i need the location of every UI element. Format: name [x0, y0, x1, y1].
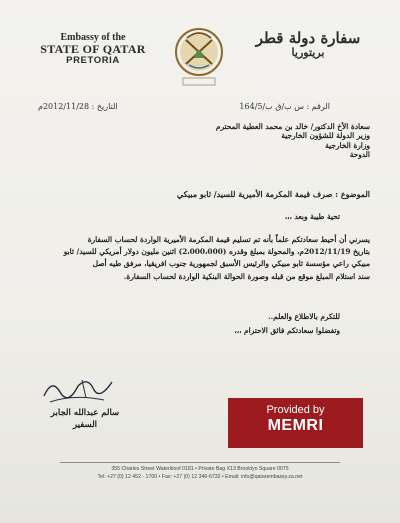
greeting: تحية طيبة وبعد ،،،: [284, 212, 340, 221]
letterhead-en-line1: Embassy of the: [60, 32, 126, 43]
main-paragraph: [30, 234, 370, 283]
paragraph-line: يسرني أن أحيط سعادتكم علماً بأنه تم تسليم قيمة المكرمة الأميرية الواردة لحساب السفارة: [87, 235, 370, 244]
addressee-line: سعادة الأخ الدكتور/ خالد بن محمد العطية المحترم: [215, 122, 370, 131]
letterhead-english: [18, 32, 168, 67]
watermark-line1: Provided by: [266, 404, 325, 416]
footer-divider: [60, 462, 340, 463]
addressee-line: وزارة الخارجية: [325, 140, 370, 150]
ambassador-name: سالم عبدالله الجابر: [50, 408, 120, 418]
subject-line: الموضوع : صرف قيمة المكرمة الأميرية للسيد/ ثابو مبيكي: [176, 189, 370, 199]
paragraph-line: بتاريخ 2012/11/19م، والمحولة بمبلغ وقدره (2،000،000) اثنين مليون دولار أمريكي للسيد/ ثابو: [63, 247, 370, 257]
addressee-line: الدوحة: [349, 149, 370, 159]
letterhead-en-line3: PRETORIA: [66, 55, 120, 67]
letterhead-arabic: [238, 30, 378, 60]
qatar-emblem-icon: [170, 24, 228, 88]
closing-line-1: للتكرم بالاطلاع والعلم..: [268, 312, 340, 321]
letterhead-en-line2: STATE OF QATAR: [40, 42, 146, 56]
ambassador-signature-icon: [38, 372, 118, 408]
paragraph-line: مبيكي راعي مؤسسة ثابو مبيكي والرئيس الأسبق لجمهورية جنوب افريقيا، مرفق طيه أصل: [92, 259, 370, 269]
paragraph-line: سند استلام المبلغ موقع من قبله وصورة الحوالة البنكية الواردة لحساب السفارة.: [123, 271, 370, 281]
footer-contact: Tel: +27 (0) 12 452 - 1700 • Fax: +27 (0) 12 346-6732 • Email: info@qatarembassy.za.net: [97, 473, 303, 480]
memri-watermark: [228, 398, 363, 448]
addressee-block: [30, 122, 370, 159]
addressee-line: وزير الدولة للشؤون الخارجية: [281, 131, 370, 141]
letterhead-ar-line1: سفارة دولة قطر: [255, 29, 361, 47]
closing-line-2: وتفضلوا سعادتكم فائق الاحترام ،،،: [234, 326, 340, 335]
signature-block: [40, 408, 130, 432]
letter-footer: [40, 466, 360, 482]
watermark-line2: MEMRI: [267, 417, 324, 434]
letterhead-ar-line2: بريتوريا: [291, 46, 325, 60]
footer-address: 355 Charles Street Waterkloof 0181 • Private Bag X13 Brooklyn Square 0075: [111, 466, 289, 472]
letter-date: التاريخ : 2012/11/28م: [38, 102, 118, 111]
reference-number: الرقم : س ب/ق ب/164/5: [239, 102, 330, 111]
ambassador-title: السفير: [72, 419, 98, 430]
